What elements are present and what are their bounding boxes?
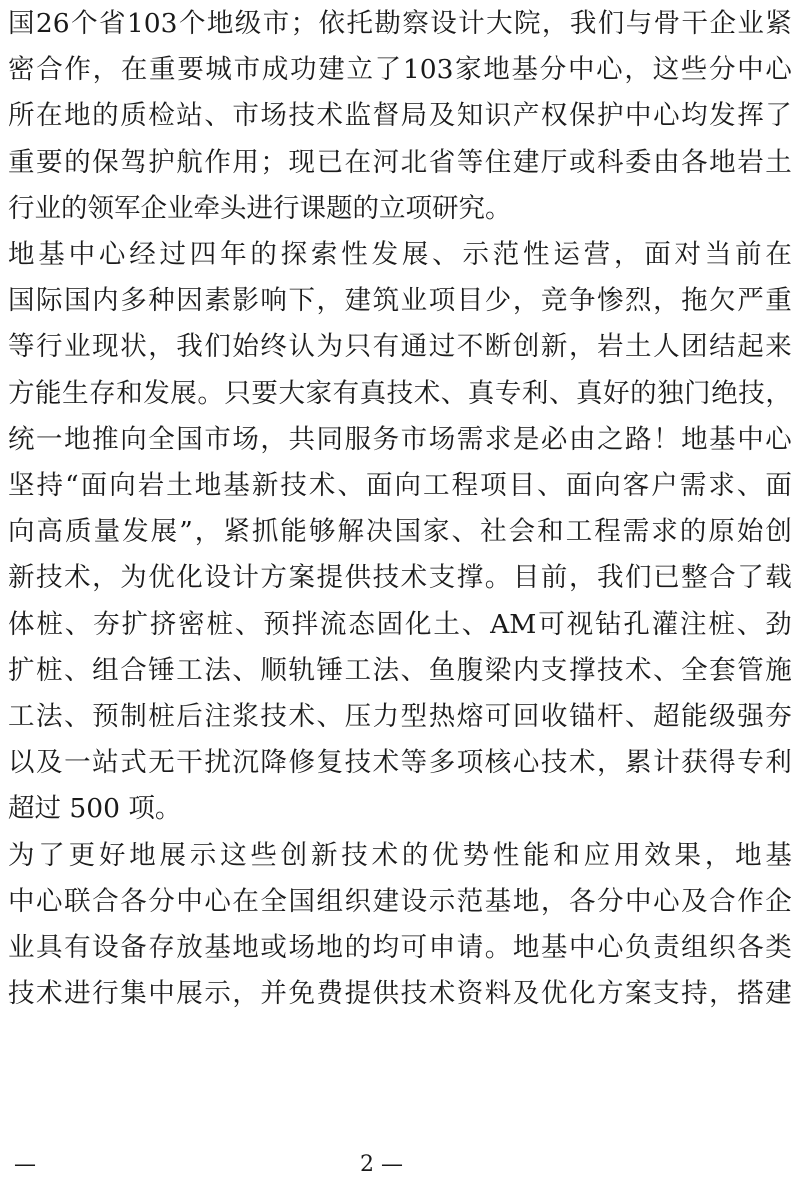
text-line: 体 桩 、 夯 扩 挤 密 桩 、 预 拌 流 态 固 化 土 、 AM 可 视 钻 孔 灌 注 桩 、 劲 — [8, 608, 792, 640]
text-line: 地 基 中 心 经 过 四 年 的 探 索 性 发 展 、 示 范 性 运 营 ， 面 对 当 前 在 — [8, 239, 792, 270]
text-line: 以 及 一 站 式 无 干 扰 沉 降 修 复 技 术 等 多 项 核 心 技 术 ， 累 计 获 得 专 利 — [8, 747, 792, 779]
text-line: 国 际 国 内 多 种 因 素 影 响 下 ， 建 筑 业 项 目 少 ， 竞 争 惨 烈 ， 拖 欠 严 重 — [8, 285, 792, 317]
text-line: 扩 桩 、 组 合 锤 工 法 、 顺 轨 锤 工 法 、 鱼 腹 梁 内 支 撑 技 术 、 全 套 管 施 — [8, 654, 792, 686]
page-number: 2 — — [360, 1152, 403, 1177]
text-line: 重 要 的 保 驾 护 航 作 用 ； 现 已 在 河 北 省 等 住 建 厅 或 科 委 由 各 地 岩 土 — [8, 146, 792, 178]
text-line: 业 具 有 设 备 存 放 基 地 或 场 地 的 均 可 申 请 。 地 基 中 心 负 责 组 织 各 类 — [8, 932, 792, 963]
text-line: 超过 500 项。 — [8, 793, 182, 825]
text-line: 密 合 作 ， 在 重 要 城 市 成 功 建 立 了 103 家 地 基 分 中 心 ， 这 些 分 中 心 — [8, 54, 792, 86]
text-line: 所 在 地 的 质 检 站 、 市 场 技 术 监 督 局 及 知 识 产 权 保 护 中 心 均 发 挥 了 — [8, 100, 792, 132]
text-line: 中 心 联 合 各 分 中 心 在 全 国 组 织 建 设 示 范 基 地 ， 各 分 中 心 及 合 作 企 — [8, 885, 792, 917]
page-footer — [0, 1150, 800, 1180]
text-line: 行业的领军企业牵头进行课题的立项研究。 — [8, 192, 512, 224]
text-line: 等 行 业 现 状 ， 我 们 始 终 认 为 只 有 通 过 不 断 创 新 ， 岩 土 人 团 结 起 来 — [8, 331, 792, 363]
text-line: 向 高 质 量 发 展 ” ， 紧 抓 能 够 解 决 国 家 、 社 会 和 工 程 需 求 的 原 始 创 — [8, 516, 792, 548]
footer-dash: — — [14, 1152, 36, 1177]
text-line: 技 术 进 行 集 中 展 示 ， 并 免 费 提 供 技 术 资 料 及 优 化 方 案 支 持 ， 搭 建 — [8, 978, 792, 1010]
text-line: 工 法 、 预 制 桩 后 注 浆 技 术 、 压 力 型 热 熔 可 回 收 锚 杆 、 超 能 级 强 夯 — [8, 701, 792, 732]
text-line: 坚 持 “ 面 向 岩 土 地 基 新 技 术 、 面 向 工 程 项 目 、 面 向 客 户 需 求 、 面 — [8, 470, 792, 501]
text-line: 国 26 个 省 103 个 地 级 市 ； 依 托 勘 察 设 计 大 院 ， 我 们 与 骨 干 企 业 紧 — [8, 8, 792, 39]
text-line: 新 技 术 ， 为 优 化 设 计 方 案 提 供 技 术 支 撑 。 目 前 ， 我 们 已 整 合 了 载 — [8, 562, 792, 594]
text-line: 统 一 地 推 向 全 国 市 场 ， 共 同 服 务 市 场 需 求 是 必 由 之 路 ！ 地 基 中 心 — [8, 423, 792, 455]
text-line: 为 了 更 好 地 展 示 这 些 创 新 技 术 的 优 势 性 能 和 应 用 效 果 ， 地 基 — [8, 839, 792, 871]
text-line: 方 能 生 存 和 发 展 。 只 要 大 家 有 真 技 术 、 真 专 利 、 真 好 的 独 门 绝 技 ， — [8, 377, 792, 409]
